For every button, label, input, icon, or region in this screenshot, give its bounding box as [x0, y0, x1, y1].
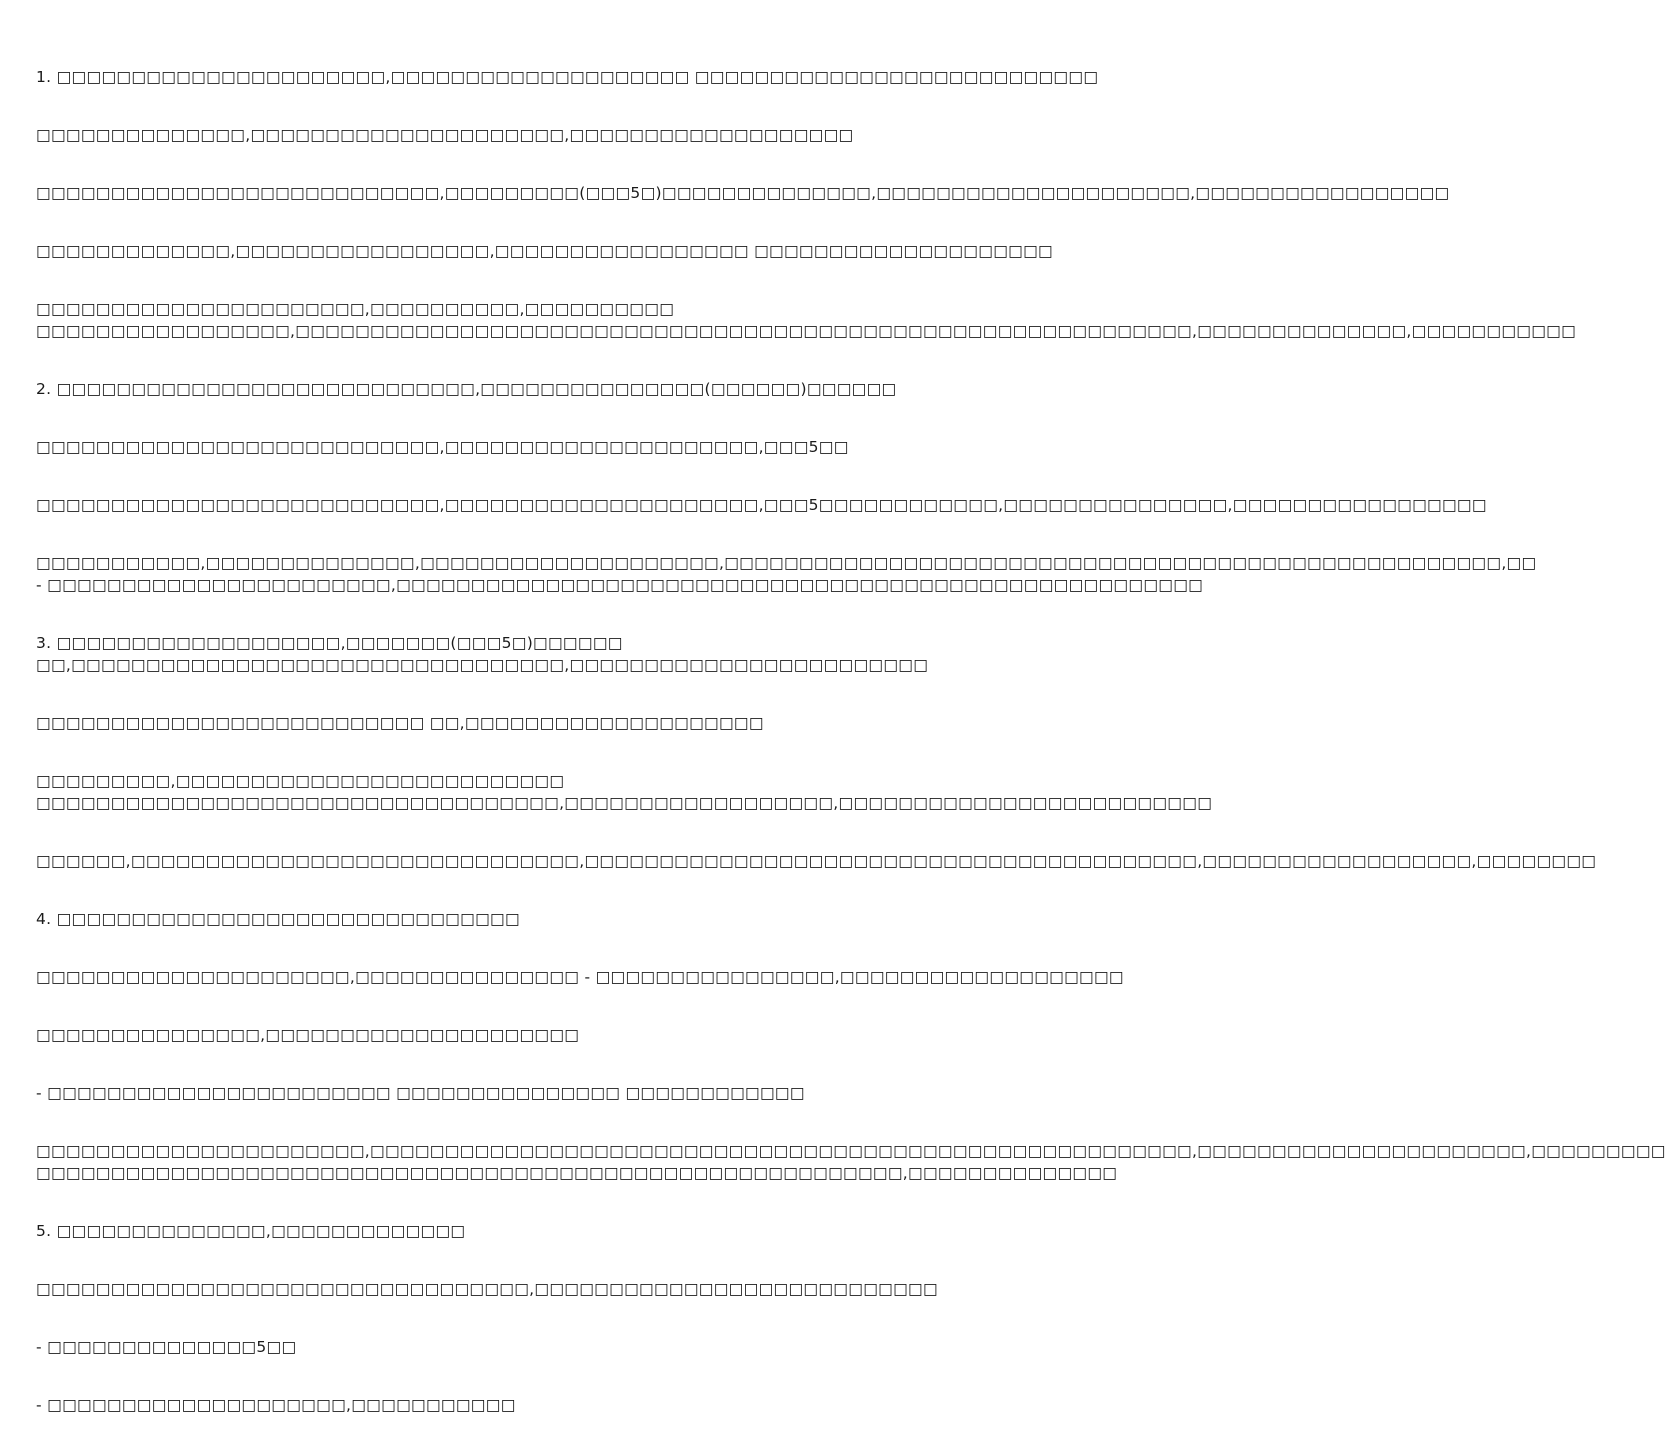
text-line: □□□□□□□□□□□□□□□□□□□□□□□□□□□□□□□□□□□□□□□□□□□□□□□□□□□□□□□□□□,□□□□□□□□□□□□□□ — [36, 1164, 1118, 1182]
paragraph — [36, 124, 990, 146]
text-line: □□□□□□□□□□□□□□□□□□□□□□□□□□□,□□□□□□□□□□□□□□□□□□□□□,□□□5□□□□□□□□□□□□,□□□□□□□□□□□□□□□,□□□□□□□□□□□□□□□□□ — [36, 496, 1487, 514]
paragraph — [36, 1220, 990, 1242]
text-line: 2. □□□□□□□□□□□□□□□□□□□□□□□□□□□□,□□□□□□□□□□□□□□□(□□□□□□)□□□□□□ — [36, 380, 897, 398]
paragraph — [36, 436, 990, 458]
text-line: - □□□□□□□□□□□□□□5□□ — [36, 1338, 297, 1356]
paragraph — [36, 966, 1124, 988]
text-line: □□□□□□,□□□□□□□□□□□□□□□□□□□□□□□□□□□□□□,□□□□□□□□□□□□□□□□□□□□□□□□□□□□□□□□□□□□□□□□□,□□□□□□□□□□□□□□□□□□,□□□□□□□□ — [36, 852, 1597, 870]
paragraph — [36, 632, 990, 676]
text-line: □□□□□□□□□,□□□□□□□□□□□□□□□□□□□□□□□□□□ — [36, 772, 565, 790]
text-line: □□□□□□□□□□□□□□□□□□□□□□□□□□□,□□□□□□□□□□□□□□□□□□□□□,□□□5□□ — [36, 438, 849, 456]
paragraph — [36, 1024, 990, 1046]
paragraph — [36, 1394, 990, 1416]
text-line: □□□□□□□□□□□□□□□□□□□□□,□□□□□□□□□□□□□□□ - □□□□□□□□□□□□□□□□,□□□□□□□□□□□□□□□□□□□ — [36, 968, 1124, 986]
paragraph — [36, 66, 1099, 88]
text-line: □□□□□□□□□□□,□□□□□□□□□□□□□□,□□□□□□□□□□□□□□□□□□□□,□□□□□□□□□□□□□□□□□□□□□□□□□□□□□□□□□□□□□□□□□□□□□□□□□□□□,□□ — [36, 554, 1537, 572]
paragraph — [36, 1278, 990, 1300]
text-line: - □□□□□□□□□□□□□□□□□□□□,□□□□□□□□□□□ — [36, 1396, 516, 1414]
text-line: - □□□□□□□□□□□□□□□□□□□□□□□,□□□□□□□□□□□□□□□□□□□□□□□□□□□□□□□□□□□□□□□□□□□□□□□□□□□□□□ — [36, 576, 1204, 594]
paragraph — [36, 712, 990, 734]
paragraph — [36, 378, 990, 400]
text-line: □□□□□□□□□□□□□□□□□□□□□□□□□□□□□□□□□,□□□□□□□□□□□□□□□□□□□□□□□□□□□ — [36, 1280, 938, 1298]
text-line: 4. □□□□□□□□□□□□□□□□□□□□□□□□□□□□□□□ — [36, 910, 520, 928]
text-line: 5. □□□□□□□□□□□□□□,□□□□□□□□□□□□□ — [36, 1222, 466, 1240]
paragraph — [36, 182, 1450, 204]
paragraph — [36, 770, 1213, 814]
paragraph — [36, 850, 1597, 872]
paragraph — [36, 240, 1053, 262]
paragraph — [36, 494, 1487, 516]
text-line: □□□□□□□□□□□□□□,□□□□□□□□□□□□□□□□□□□□□,□□□□□□□□□□□□□□□□□□□ — [36, 126, 854, 144]
text-line: □□□□□□□□□□□□□,□□□□□□□□□□□□□□□□□,□□□□□□□□□□□□□□□□□ □□□□□□□□□□□□□□□□□□□□ — [36, 242, 1053, 260]
text-line: □□□□□□□□□□□□□□□□□,□□□□□□□□□□□□□□□□□□□□□□□□□□□□□□□□□□□□□□□□□□□□□□□□□□□□□□□□□□□□,□□□□□□□□□□□□□□,□□□□□□□□□□□ — [36, 322, 1577, 340]
paragraph — [36, 552, 1537, 596]
paragraph — [36, 298, 1577, 342]
paragraph — [36, 1336, 990, 1358]
text-line: □□□□□□□□□□□□□□□□□□□□□□□□□□□,□□□□□□□□□(□□□5□)□□□□□□□□□□□□□□,□□□□□□□□□□□□□□□□□□□□□,□□□□□□□□□□□□□□□□□ — [36, 184, 1450, 202]
text-line: - □□□□□□□□□□□□□□□□□□□□□□□ □□□□□□□□□□□□□□□ □□□□□□□□□□□□ — [36, 1084, 805, 1102]
text-line: □□□□□□□□□□□□□□□,□□□□□□□□□□□□□□□□□□□□□ — [36, 1026, 580, 1044]
paragraph — [36, 1082, 990, 1104]
paragraph — [36, 908, 990, 930]
text-line: □□□□□□□□□□□□□□□□□□□□□□,□□□□□□□□□□□□□□□□□□□□□□□□□□□□□□□□□□□□□□□□□□□□□□□□□□□□□□□,□□□□□□□□□□□□□□□□□□□□□□,□□□□□□□□□ — [36, 1142, 1666, 1160]
text-line: 1. □□□□□□□□□□□□□□□□□□□□□□,□□□□□□□□□□□□□□□□□□□□ □□□□□□□□□□□□□□□□□□□□□□□□□□□ — [36, 68, 1099, 86]
text-line: □□□□□□□□□□□□□□□□□□□□□□□□□□□□□□□□□□□,□□□□□□□□□□□□□□□□□□,□□□□□□□□□□□□□□□□□□□□□□□□□ — [36, 794, 1213, 812]
text-line: □□□□□□□□□□□□□□□□□□□□□□□□□□ □□,□□□□□□□□□□□□□□□□□□□□ — [36, 714, 764, 732]
document-body — [36, 66, 1666, 1452]
paragraph — [36, 1140, 1666, 1184]
text-line: 3. □□□□□□□□□□□□□□□□□□□,□□□□□□□(□□□5□)□□□□□□ — [36, 634, 623, 652]
text-line: □□,□□□□□□□□□□□□□□□□□□□□□□□□□□□□□□□□□,□□□□□□□□□□□□□□□□□□□□□□□□ — [36, 656, 929, 674]
text-line: □□□□□□□□□□□□□□□□□□□□□□,□□□□□□□□□□,□□□□□□□□□□ — [36, 300, 675, 318]
